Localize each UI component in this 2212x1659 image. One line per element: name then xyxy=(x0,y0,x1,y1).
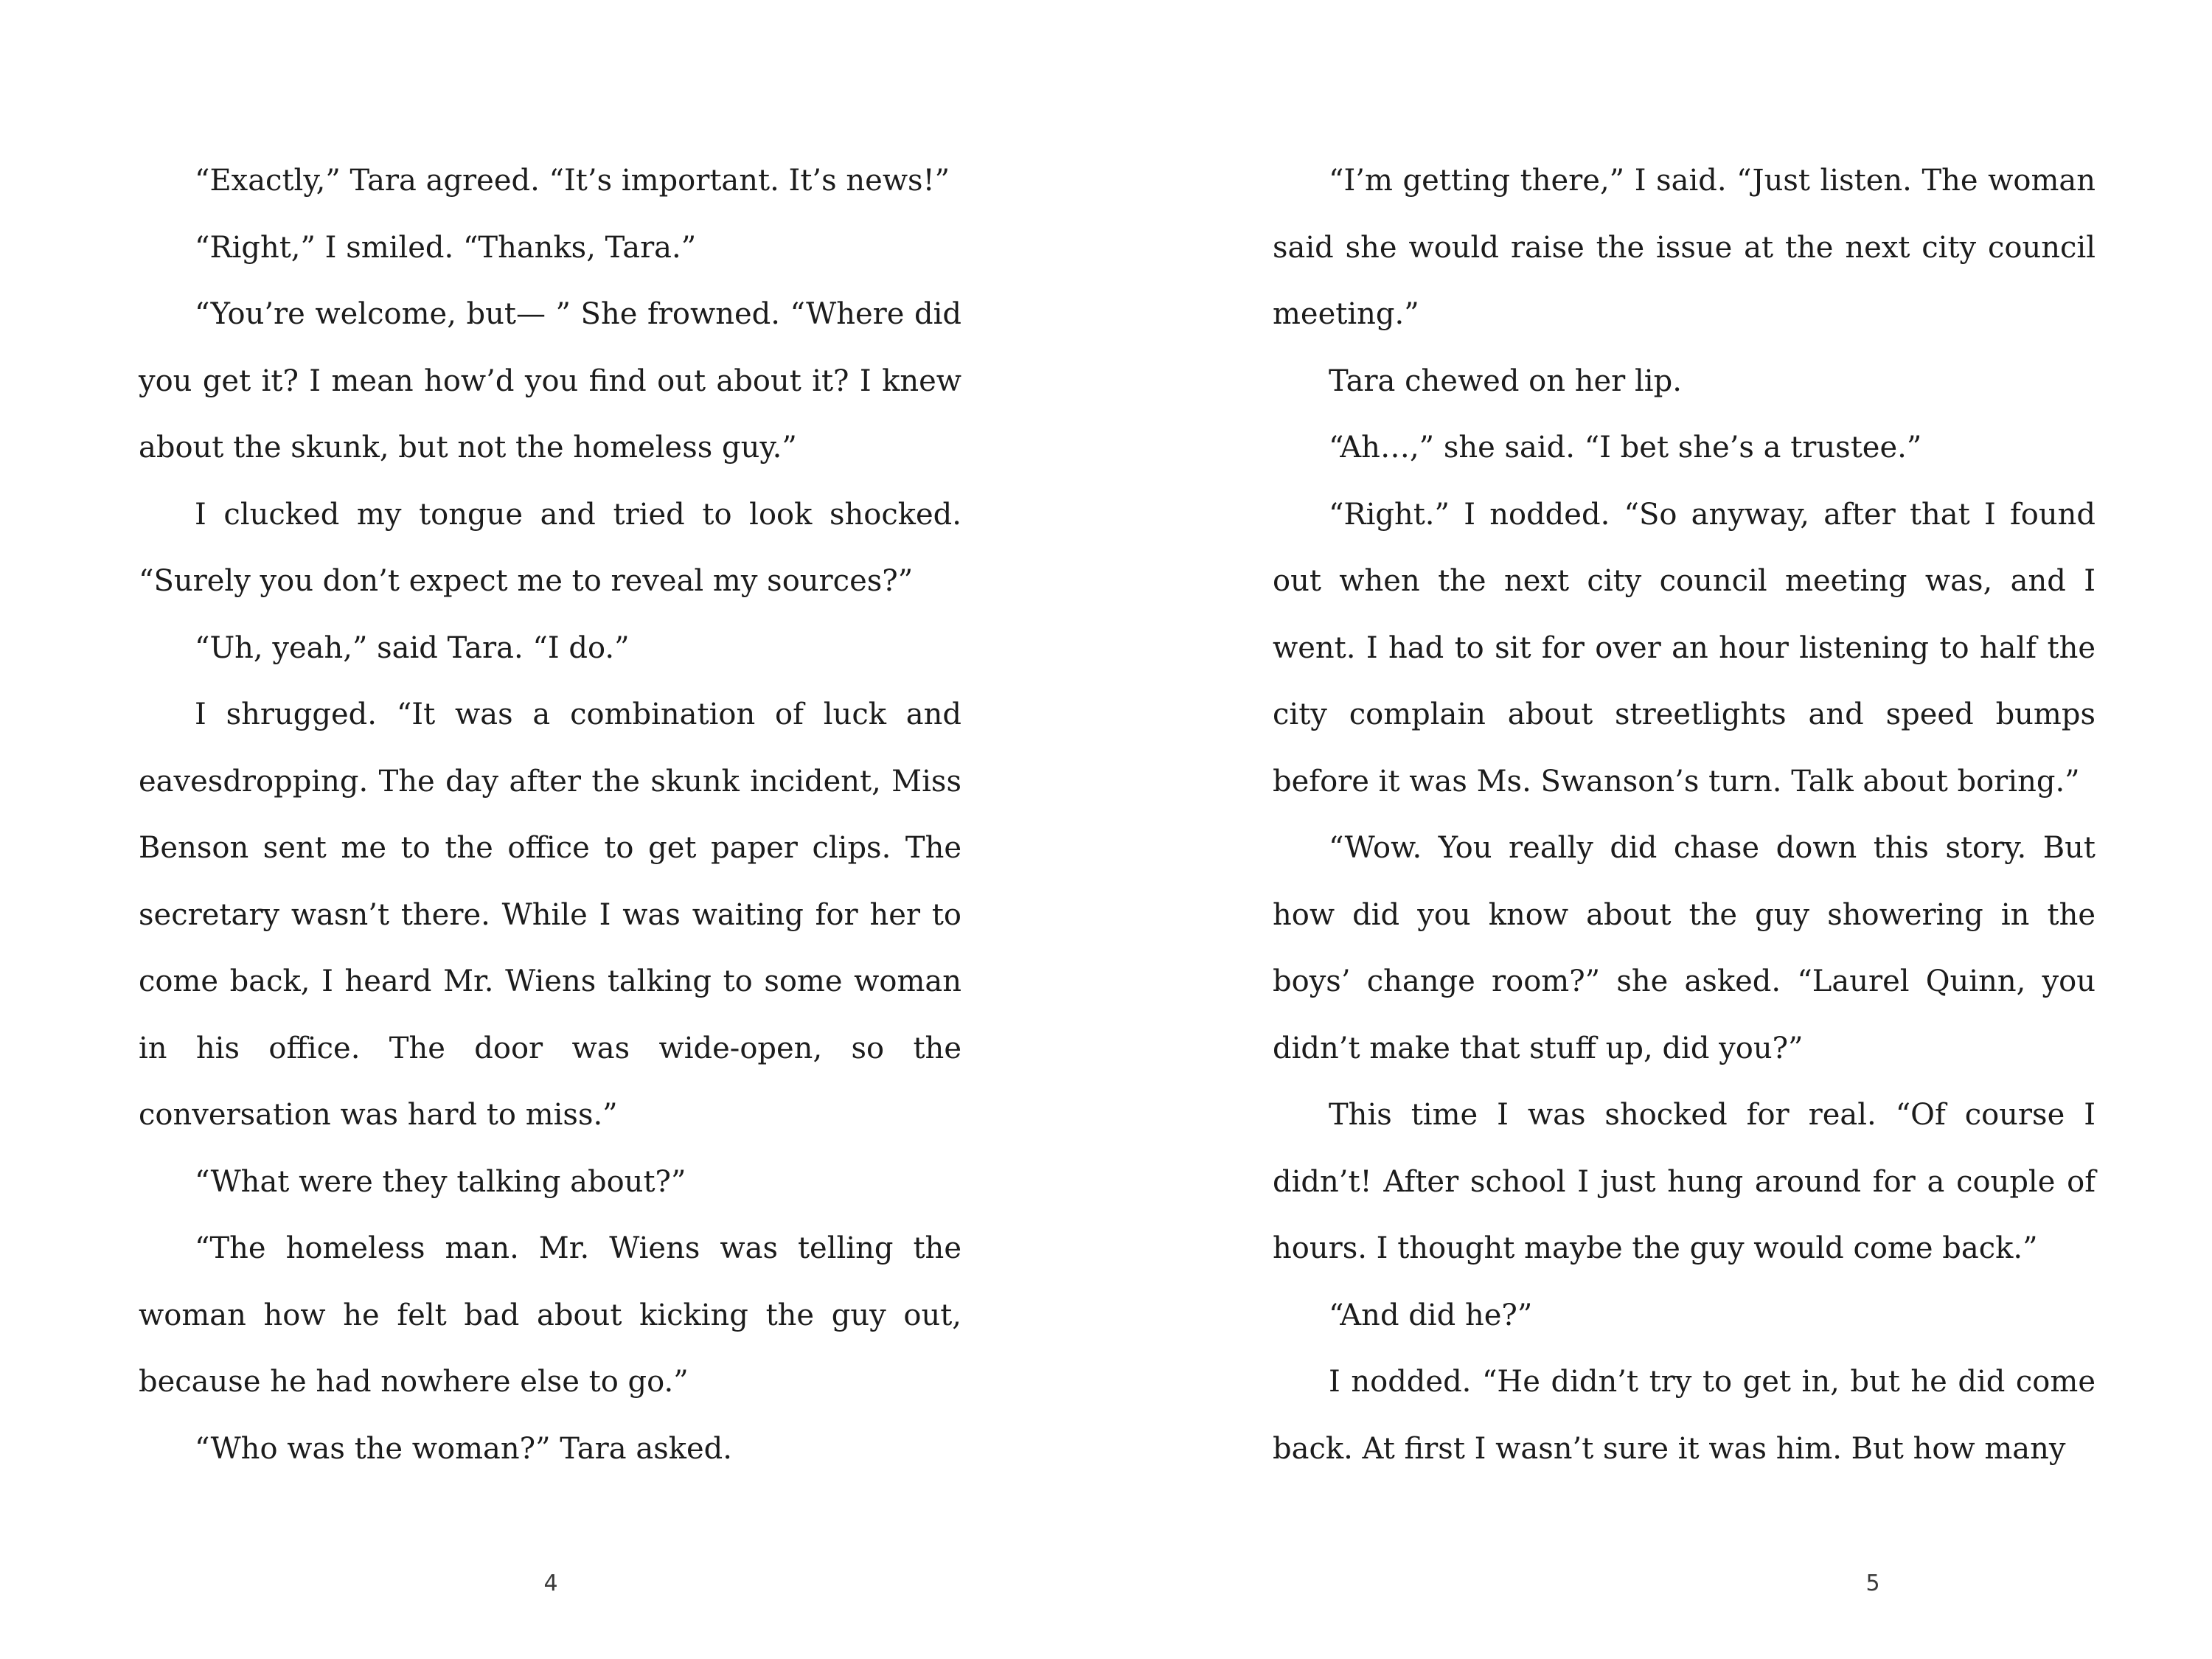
page-number: 5 xyxy=(1865,1571,1880,1596)
paragraph: Tara chewed on her lip. xyxy=(1329,364,1682,398)
paragraph: “Uh, yeah,” said Tara. “I do.” xyxy=(195,630,630,665)
paragraph: I clucked my tongue and tried to look shocked. “Surely you don’t expect me to reveal my sources?” xyxy=(139,497,961,598)
left-page-body xyxy=(139,147,961,1482)
paragraph: “The homeless man. Mr. Wiens was telling the woman how he felt bad about kicking the guy out, because he had nowhere else to go.” xyxy=(139,1231,961,1399)
page-number: 4 xyxy=(543,1571,558,1596)
paragraph: “What were they talking about?” xyxy=(195,1164,686,1199)
paragraph: “I’m getting there,” I said. “Just listen. The woman said she would raise the issue at the next city council meeting.” xyxy=(1273,164,2096,331)
paragraph: “Right,” I smiled. “Thanks, Tara.” xyxy=(195,230,697,265)
paragraph: “And did he?” xyxy=(1329,1298,1533,1332)
paragraph: “Ah…,” she said. “I bet she’s a trustee.” xyxy=(1329,431,1922,465)
right-page xyxy=(1106,0,2212,1659)
paragraph: This time I was shocked for real. “Of course I didn’t! After school I just hung around for a couple of hours. I thought maybe the guy would come back.” xyxy=(1273,1098,2096,1265)
paragraph: “Wow. You really did chase down this story. But how did you know about the guy showering in the boys’ change room?” she asked. “Laurel Quinn, you didn’t make that stuff up, did you?” xyxy=(1273,831,2096,1065)
paragraph: “Exactly,” Tara agreed. “It’s important. It’s news!” xyxy=(195,164,950,198)
paragraph: “Right.” I nodded. “So anyway, after that I found out when the next city council meeting was, and I went. I had to sit for over an hour listening to half the city complain about streetlights and speed bumps before it was Ms. Swanson’s turn. Talk about boring.” xyxy=(1273,497,2096,799)
paragraph: I shrugged. “It was a combination of luck and eavesdropping. The day after the skunk incident, Miss Benson sent me to the office to get paper clips. The secretary wasn’t there. While I was waiting for her to come back, I heard Mr. Wiens talking to some woman in his office. The door was wide-open, so the conversation was hard to miss.” xyxy=(139,698,961,1132)
right-page-body xyxy=(1273,147,2096,1482)
paragraph: I nodded. “He didn’t try to get in, but he did come back. At first I wasn’t sure it was him. But how many xyxy=(1273,1365,2096,1466)
paragraph: “Who was the woman?” Tara asked. xyxy=(195,1431,732,1466)
paragraph: “You’re welcome, but— ” She frowned. “Where did you get it? I mean how’d you find out about it? I knew about the skunk, but not the homeless guy.” xyxy=(139,297,961,465)
